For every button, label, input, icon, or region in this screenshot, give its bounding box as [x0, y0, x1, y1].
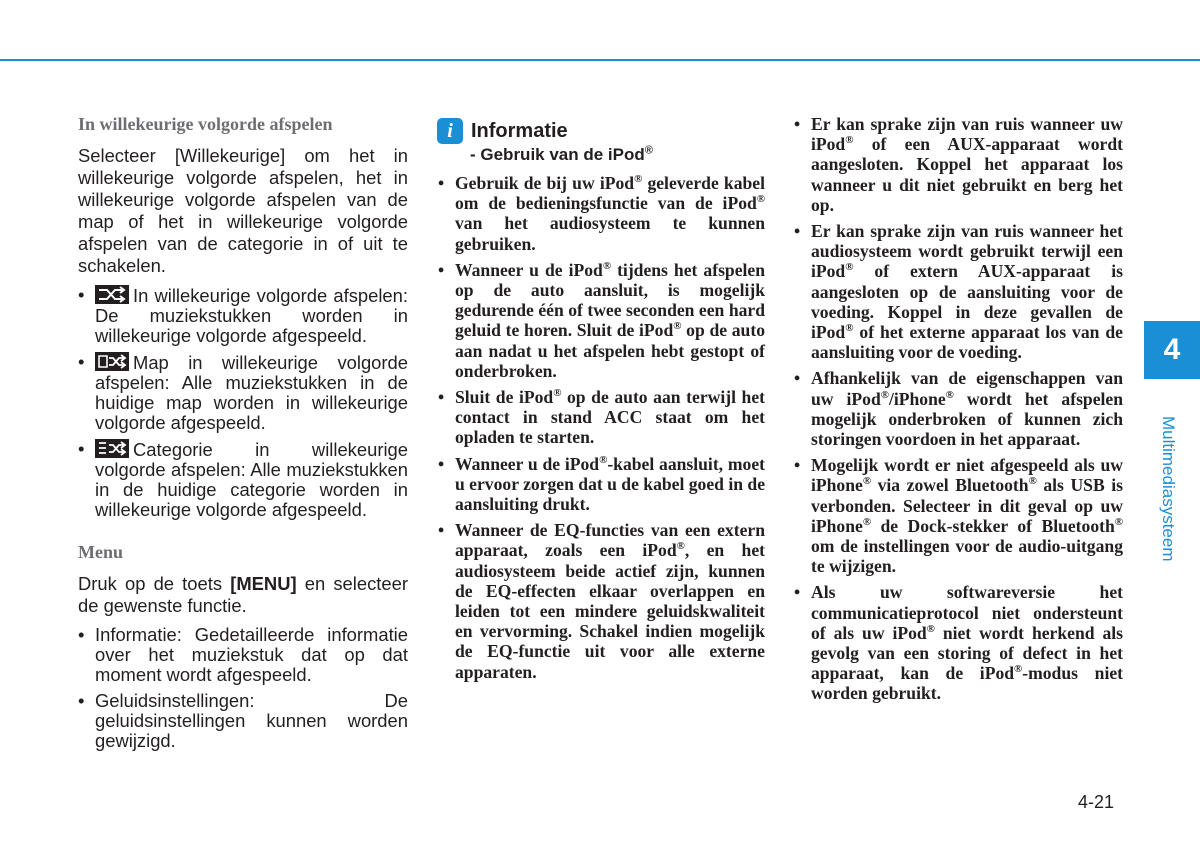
- list-item: • Gebruik de bij uw iPod® geleverde kabel om de bedieningsfunctie van de iPod® van het audiosysteem te kunnen gebruiken.: [437, 173, 765, 254]
- right-column: [793, 114, 1123, 710]
- shuffle-heading: In willekeurige volgorde afspelen: [78, 114, 333, 134]
- list-item: • Er kan sprake zijn van ruis wanneer uw iPod® of een AUX-apparaat wordt aangesloten. Koppel het apparaat los wanneer u dit niet gebruikt en berg het op.: [793, 114, 1123, 215]
- list-item: • Afhankelijk van de eigenschappen van uw iPod®/iPhone® wordt het afspelen mogelijk onderbroken of kunnen zich storingen voordoen in het apparaat.: [793, 368, 1123, 449]
- shuffle-category-icon: [95, 439, 129, 458]
- page-number: 4-21: [1078, 792, 1115, 812]
- list-item: • Mogelijk wordt er niet afgespeeld als uw iPhone® via zowel Bluetooth® als USB is verbonden. Selecteer in dit geval op uw iPhone® de Dock-stekker of Bluetooth® om de instellingen voor de audio-uitgang te wijzigen.: [793, 455, 1123, 576]
- menu-intro: [78, 573, 408, 617]
- list-item-text: Categorie in willekeurige volgorde afspelen: Alle muziekstukken in de huidige categorie worden in willekeurige volgorde afgespeeld.: [95, 439, 408, 520]
- chapter-label: Multimediasysteem: [1159, 416, 1178, 562]
- list-item: [78, 352, 408, 433]
- list-item: • Wanneer u de iPod®-kabel aansluit, moet u ervoor zorgen dat u de kabel goed in de aansluiting drukt.: [437, 454, 765, 515]
- list-item-text: In willekeurige volgorde afspelen: De muziekstukken worden in willekeurige volgorde afgespeeld.: [95, 285, 408, 346]
- shuffle-mode-list: [78, 285, 408, 520]
- info-header: [437, 118, 765, 144]
- ipod-notes-list: [437, 173, 765, 682]
- list-item: • Wanneer de EQ-functies van een extern apparaat, zoals een iPod®, en het audiosysteem beide actief zijn, kunnen de EQ-effecten elkaar overlappen en leiden tot een mindere geluidskwaliteit en vervorming. Schakel indien mogelijk de EQ-functie uit voor alle externe apparaten.: [437, 520, 765, 682]
- left-column: [78, 114, 408, 757]
- menu-intro-text: Druk op de toets: [78, 573, 231, 594]
- chapter-tab: 4: [1144, 321, 1200, 379]
- list-item: [78, 439, 408, 520]
- list-item: • Geluidsinstellingen: De geluidsinstellingen kunnen worden gewijzigd.: [78, 691, 408, 751]
- list-item: • Wanneer u de iPod® tijdens het afspelen op de auto aansluit, is mogelijk gedurende één of twee seconden een hard geluid te horen. Sluit de iPod® op de auto aan nadat u het afspelen hebt gestopt of onderbroken.: [437, 260, 765, 381]
- info-icon-glyph: i: [447, 119, 453, 142]
- shuffle-folder-icon: [95, 352, 129, 371]
- shuffle-intro: Selecteer [Willekeurige] om het in willekeurige volgorde afspelen, het in willekeurige volgorde afspelen van de map of het in willekeurige volgorde afspelen van de categorie in of uit te schakelen.: [78, 145, 408, 276]
- info-title: Informatie: [471, 119, 568, 142]
- top-rule: [0, 59, 1200, 61]
- list-item: • Informatie: Gedetailleerde informatie over het muziekstuk dat op dat moment wordt afgespeeld.: [78, 625, 408, 685]
- list-item-text: Map in willekeurige volgorde afspelen: Alle muziekstukken in de huidige map worden in willekeurige volgorde afgespeeld.: [95, 352, 408, 433]
- list-item: [78, 285, 408, 346]
- shuffle-icon: [95, 285, 129, 304]
- info-icon: [437, 118, 463, 144]
- menu-key-label: [MENU]: [230, 573, 297, 594]
- info-subtitle: - Gebruik van de iPod®: [470, 144, 653, 164]
- list-item: • Sluit de iPod® op de auto aan terwijl het contact in stand ACC staat om het opladen te starten.: [437, 387, 765, 448]
- menu-heading: Menu: [78, 542, 123, 562]
- menu-intro-text-end: en selecteer de gewenste functie.: [78, 573, 408, 616]
- list-item: • Er kan sprake zijn van ruis wanneer het audiosysteem wordt gebruikt terwijl een iPod® of extern AUX-apparaat is aangesloten op de aansluiting voor de voeding. Koppel in deze gevallen de iPod® of het externe apparaat los van de aansluiting voor de voeding.: [793, 221, 1123, 362]
- middle-column: [437, 118, 765, 688]
- device-notes-list: [793, 114, 1123, 704]
- list-item: • Als uw softwareversie het communicatieprotocol niet ondersteunt of als uw iPod® niet wordt herkend als gevolg van een storing of defect in het apparaat, kan de iPod®-modus niet worden gebruikt.: [793, 582, 1123, 703]
- menu-option-list: [78, 625, 408, 751]
